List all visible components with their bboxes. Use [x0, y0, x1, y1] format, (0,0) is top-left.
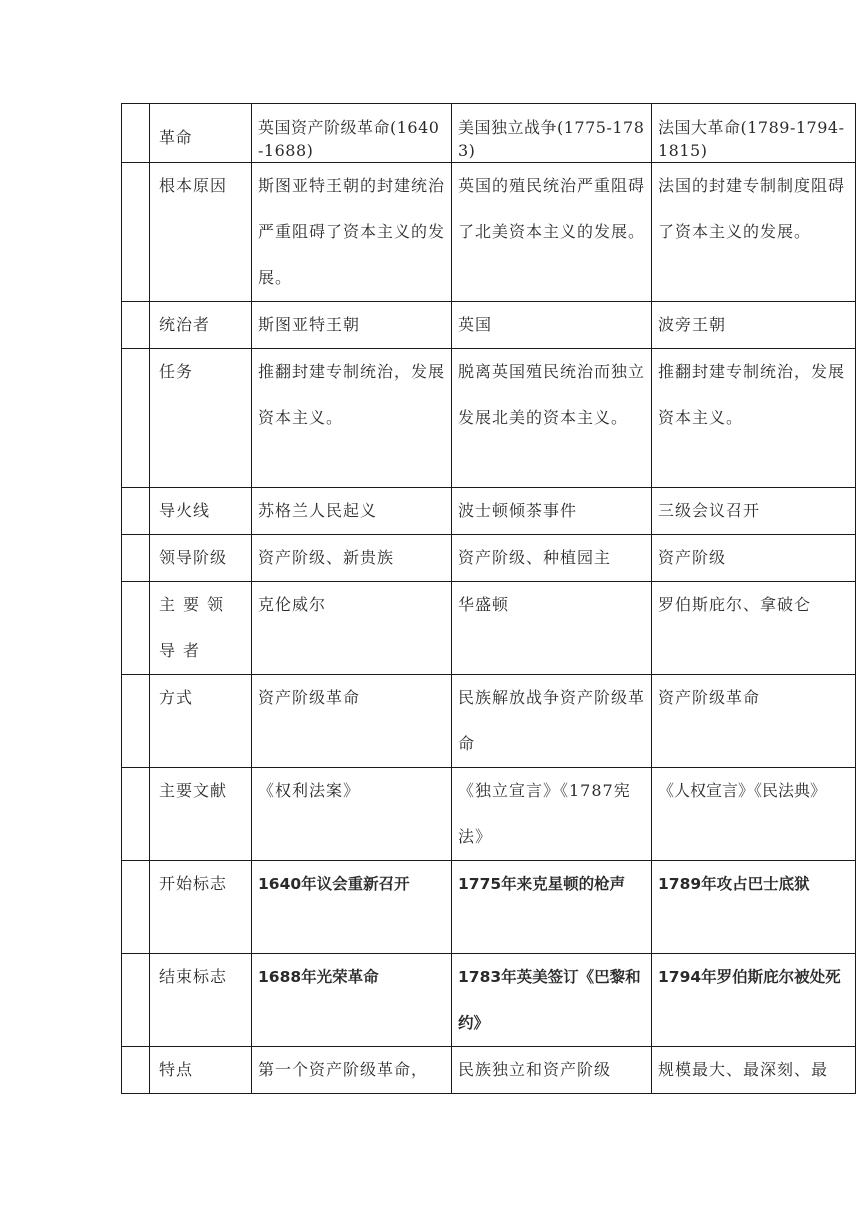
cell: 规模最大、最深刻、最: [652, 1047, 856, 1094]
cell: 1688年光荣革命: [252, 954, 452, 1047]
table-row: [122, 488, 856, 535]
cell: 1794年罗伯斯庇尔被处死: [652, 954, 856, 1047]
cell: 法国的封建专制制度阻碍了资本主义的发展。: [652, 163, 856, 302]
row-label: 特点: [150, 1047, 252, 1094]
cell: 斯图亚特王朝: [252, 302, 452, 349]
cell: 推翻封建专制统治，发展资本主义。: [652, 349, 856, 488]
cell: 民族解放战争资产阶级革命: [452, 675, 652, 768]
cell: 苏格兰人民起义: [252, 488, 452, 535]
cell: 《人权宣言》《民法典》: [652, 768, 856, 861]
cell: 1783年英美签订《巴黎和约》: [452, 954, 652, 1047]
blank-cell: [122, 861, 150, 954]
cell: 1640年议会重新召开: [252, 861, 452, 954]
table-row: [122, 675, 856, 768]
header-label: 革命: [150, 104, 252, 163]
row-label: 领导阶级: [150, 535, 252, 582]
blank-cell: [122, 488, 150, 535]
blank-cell: [122, 1047, 150, 1094]
table-row: [122, 349, 856, 488]
header-english-revolution: 英国资产阶级革命(1640-1688): [252, 104, 452, 163]
table-row: [122, 768, 856, 861]
row-label: 方式: [150, 675, 252, 768]
cell: 脱离英国殖民统治而独立发展北美的资本主义。: [452, 349, 652, 488]
header-french-revolution: 法国大革命(1789-1794-1815): [652, 104, 856, 163]
cell: 资产阶级、新贵族: [252, 535, 452, 582]
cell: 资产阶级、种植园主: [452, 535, 652, 582]
row-label: 统治者: [150, 302, 252, 349]
cell: 罗伯斯庇尔、拿破仑: [652, 582, 856, 675]
cell: 波士顿倾茶事件: [452, 488, 652, 535]
blank-cell: [122, 535, 150, 582]
table-row: [122, 954, 856, 1047]
blank-cell: [122, 582, 150, 675]
row-label: 开始标志: [150, 861, 252, 954]
cell: 克伦威尔: [252, 582, 452, 675]
blank-cell: [122, 302, 150, 349]
cell: 《独立宣言》《1787宪法》: [452, 768, 652, 861]
cell: 华盛顿: [452, 582, 652, 675]
cell: 英国的殖民统治严重阻碍了北美资本主义的发展。: [452, 163, 652, 302]
table-row: [122, 582, 856, 675]
cell: 第一个资产阶级革命，: [252, 1047, 452, 1094]
cell: 资产阶级: [652, 535, 856, 582]
table-header-row: [122, 104, 856, 163]
blank-cell: [122, 349, 150, 488]
row-label: 主要文献: [150, 768, 252, 861]
table-row: [122, 1047, 856, 1094]
blank-cell: [122, 104, 150, 163]
cell: 英国: [452, 302, 652, 349]
row-label: 主要领导者: [150, 582, 252, 675]
table-row: [122, 535, 856, 582]
cell: 资产阶级革命: [252, 675, 452, 768]
blank-cell: [122, 675, 150, 768]
cell: 1789年攻占巴士底狱: [652, 861, 856, 954]
revolution-comparison-table: [121, 103, 856, 1094]
header-american-war: 美国独立战争(1775-1783): [452, 104, 652, 163]
table-row: [122, 163, 856, 302]
blank-cell: [122, 768, 150, 861]
row-label: 结束标志: [150, 954, 252, 1047]
blank-cell: [122, 163, 150, 302]
cell: 资产阶级革命: [652, 675, 856, 768]
blank-cell: [122, 954, 150, 1047]
table-row: [122, 861, 856, 954]
row-label: 导火线: [150, 488, 252, 535]
cell: 《权利法案》: [252, 768, 452, 861]
row-label: 根本原因: [150, 163, 252, 302]
cell: 斯图亚特王朝的封建统治严重阻碍了资本主义的发展。: [252, 163, 452, 302]
row-label: 任务: [150, 349, 252, 488]
table-row: [122, 302, 856, 349]
cell: 1775年来克星顿的枪声: [452, 861, 652, 954]
cell: 民族独立和资产阶级: [452, 1047, 652, 1094]
cell: 三级会议召开: [652, 488, 856, 535]
cell: 波旁王朝: [652, 302, 856, 349]
cell: 推翻封建专制统治，发展资本主义。: [252, 349, 452, 488]
